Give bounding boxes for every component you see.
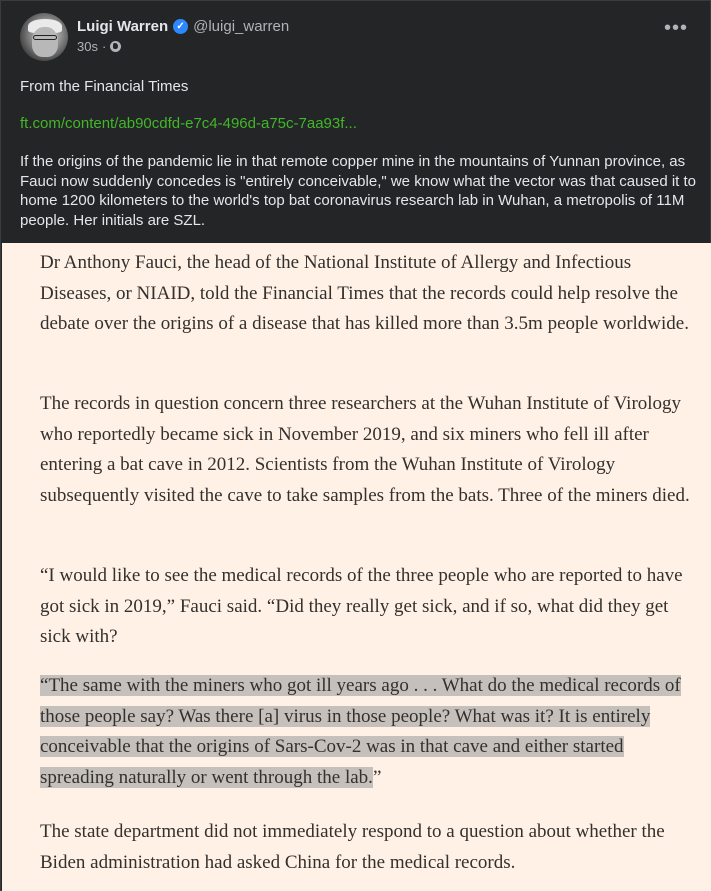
verified-badge-icon: ✓ [173, 19, 188, 34]
globe-icon[interactable] [110, 41, 121, 52]
article-paragraph: “I would like to see the medical records of the three people who are reported to have got sick in 2019,” Fauci said. “Did they really get sick, and if so, what did they get sick with? [40, 565, 683, 647]
article-link[interactable]: ft.com/content/ab90cdfd-e7c4-496d-a75c-7aa93f... [20, 115, 357, 132]
separator-dot: · [101, 39, 107, 54]
quote-open: “ [40, 675, 49, 696]
post-meta [77, 16, 289, 54]
more-options-icon[interactable]: ••• [663, 17, 688, 39]
article-paragraph: Dr Anthony Fauci, the head of the National Institute of Allergy and Infectious Diseases, or NIAID, told the Financial Times that the records could help resolve the debate over the origins of a disease that has killed more than 3.5m people worldwide. [40, 252, 689, 334]
article-screenshot[interactable] [2, 243, 711, 891]
author-handle[interactable]: @luigi_warren [193, 17, 290, 35]
post-body: If the origins of the pandemic lie in that remote copper mine in the mountains of Yunnan province, as Fauci now suddenly concedes is "entirely conceivable," we know what the vector was that caused it to home 1200 kilometers to the world's top bat coronavirus research lab in Wuhan, a metropolis of 11M people. Her initials are SZL. [20, 153, 697, 229]
quote-close: ” [372, 766, 382, 788]
post-header [20, 13, 289, 61]
article-paragraph-highlighted [40, 671, 700, 793]
highlighted-quote: The same with the miners who got ill years ago . . . What do the medical records of those people say? Was there [a] virus in those people? What was it? It is entirely conceivable that the origins of Sars-Cov-2 was in that cave and either started spreading naturally or went through the lab. [40, 675, 681, 788]
article-paragraph: The records in question concern three researchers at the Wuhan Institute of Virology who reportedly became sick in November 2019, and six miners who fell ill after entering a bat cave in 2012. Scientists from the Wuhan Institute of Virology subsequently visited the cave to take samples from the bats. Three of the miners died. [40, 393, 690, 506]
author-name[interactable]: Luigi Warren [77, 17, 169, 35]
article-paragraph: The state department did not immediately respond to a question about whether the Biden administration had asked China for the medical records. [40, 821, 665, 873]
avatar[interactable] [20, 13, 68, 61]
post-timestamp[interactable]: 30s [77, 39, 98, 54]
post-intro: From the Financial Times [20, 78, 189, 95]
